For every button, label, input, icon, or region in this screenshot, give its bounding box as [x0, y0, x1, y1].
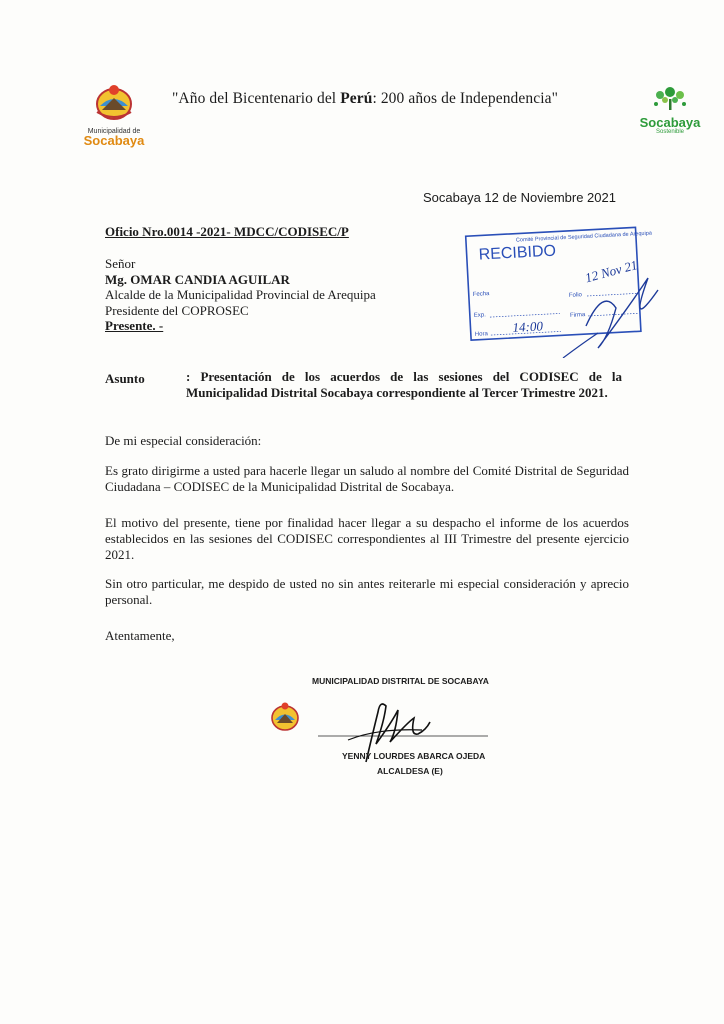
signatory-name: YENNY LOURDES ABARCA OJEDA — [342, 751, 486, 761]
closing: Atentamente, — [105, 628, 175, 643]
stamp-signature-scribble — [586, 278, 658, 348]
salutation-line: Señor — [105, 256, 136, 271]
municipality-logo — [74, 82, 154, 147]
motto-part: : 200 años de Independencia" — [372, 90, 559, 107]
recipient-role-2: Presidente del COPROSEC — [105, 302, 249, 318]
letter-reference: Oficio Nro.0014 -2021- MDCC/CODISEC/P — [105, 224, 349, 239]
subject-label: Asunto — [105, 371, 145, 386]
muni-logo-caption: Municipalidad de — [87, 128, 141, 135]
stamp-exp-label: Exp. — [473, 312, 487, 319]
greeting: De mi especial consideración: — [105, 433, 262, 448]
recipient-role-1: Alcalde de la Municipalidad Provincial de Arequipa — [105, 287, 376, 302]
right-logo-name: Socabaya — [639, 115, 701, 130]
municipality-seal-icon — [268, 700, 302, 734]
header-motto — [172, 90, 558, 108]
signature-seal-logo — [268, 700, 302, 739]
muni-logo-name: Socabaya — [83, 133, 145, 148]
stamp-fecha-label: Fecha — [472, 291, 490, 298]
presente-line: Presente. - — [105, 318, 164, 333]
stamp-folio-label: Folio — [568, 292, 583, 299]
stamp-handwritten-date: 12 Nov 21 — [583, 257, 639, 286]
socabaya-sostenible-logo — [632, 86, 708, 135]
tree-people-icon — [650, 86, 690, 112]
municipality-shield-icon — [92, 82, 136, 122]
letter-date: Socabaya 12 de Noviembre 2021 — [423, 190, 616, 205]
stamp-hora-value: 14:00 — [512, 318, 544, 335]
paragraph-3: Sin otro particular, me despido de usted no sin antes reiterarle mi especial consideración y aprecio personal. — [105, 576, 629, 607]
subject-text: : Presentación de los acuerdos de las sesiones del CODISEC de la Municipalidad Distrital Socabaya correspondiente al Tercer Trimestre 2021. — [186, 369, 622, 400]
stamp-hora-label: Hora — [474, 331, 489, 338]
paragraph-2: El motivo del presente, tiene por finalidad hacer llegar a su despacho el informe de los acuerdos establecidos en las sesiones del CODISEC correspondientes al III Trimestre del presente ejercicio 2021. — [105, 515, 629, 562]
recipient-name: Mg. OMAR CANDIA AGUILAR — [105, 271, 290, 287]
paragraph-1: Es grato dirigirme a usted para hacerle llegar un saludo al nombre del Comité Distrital de Seguridad Ciudadana – CODISEC de la Municipalidad Distrital de Socabaya. — [105, 463, 629, 494]
motto-part: "Año — [172, 90, 206, 107]
signature-organization: MUNICIPALIDAD DISTRITAL DE SOCABAYA — [312, 676, 489, 686]
received-stamp — [458, 218, 653, 338]
stamp-status: RECIBIDO — [478, 242, 557, 264]
stamp-graphic — [458, 218, 678, 358]
stamp-org: Comité Provincial de Seguridad Ciudadana de Arequipa — [515, 230, 653, 244]
right-logo-sub: Sostenible — [655, 129, 685, 135]
motto-part: del Bicentenario del — [205, 90, 341, 107]
motto-peru: Perú — [340, 90, 373, 107]
stamp-firma-label: Firma — [569, 312, 586, 319]
addressee-block — [105, 256, 376, 334]
signatory-title: ALCALDESA (E) — [377, 766, 443, 776]
